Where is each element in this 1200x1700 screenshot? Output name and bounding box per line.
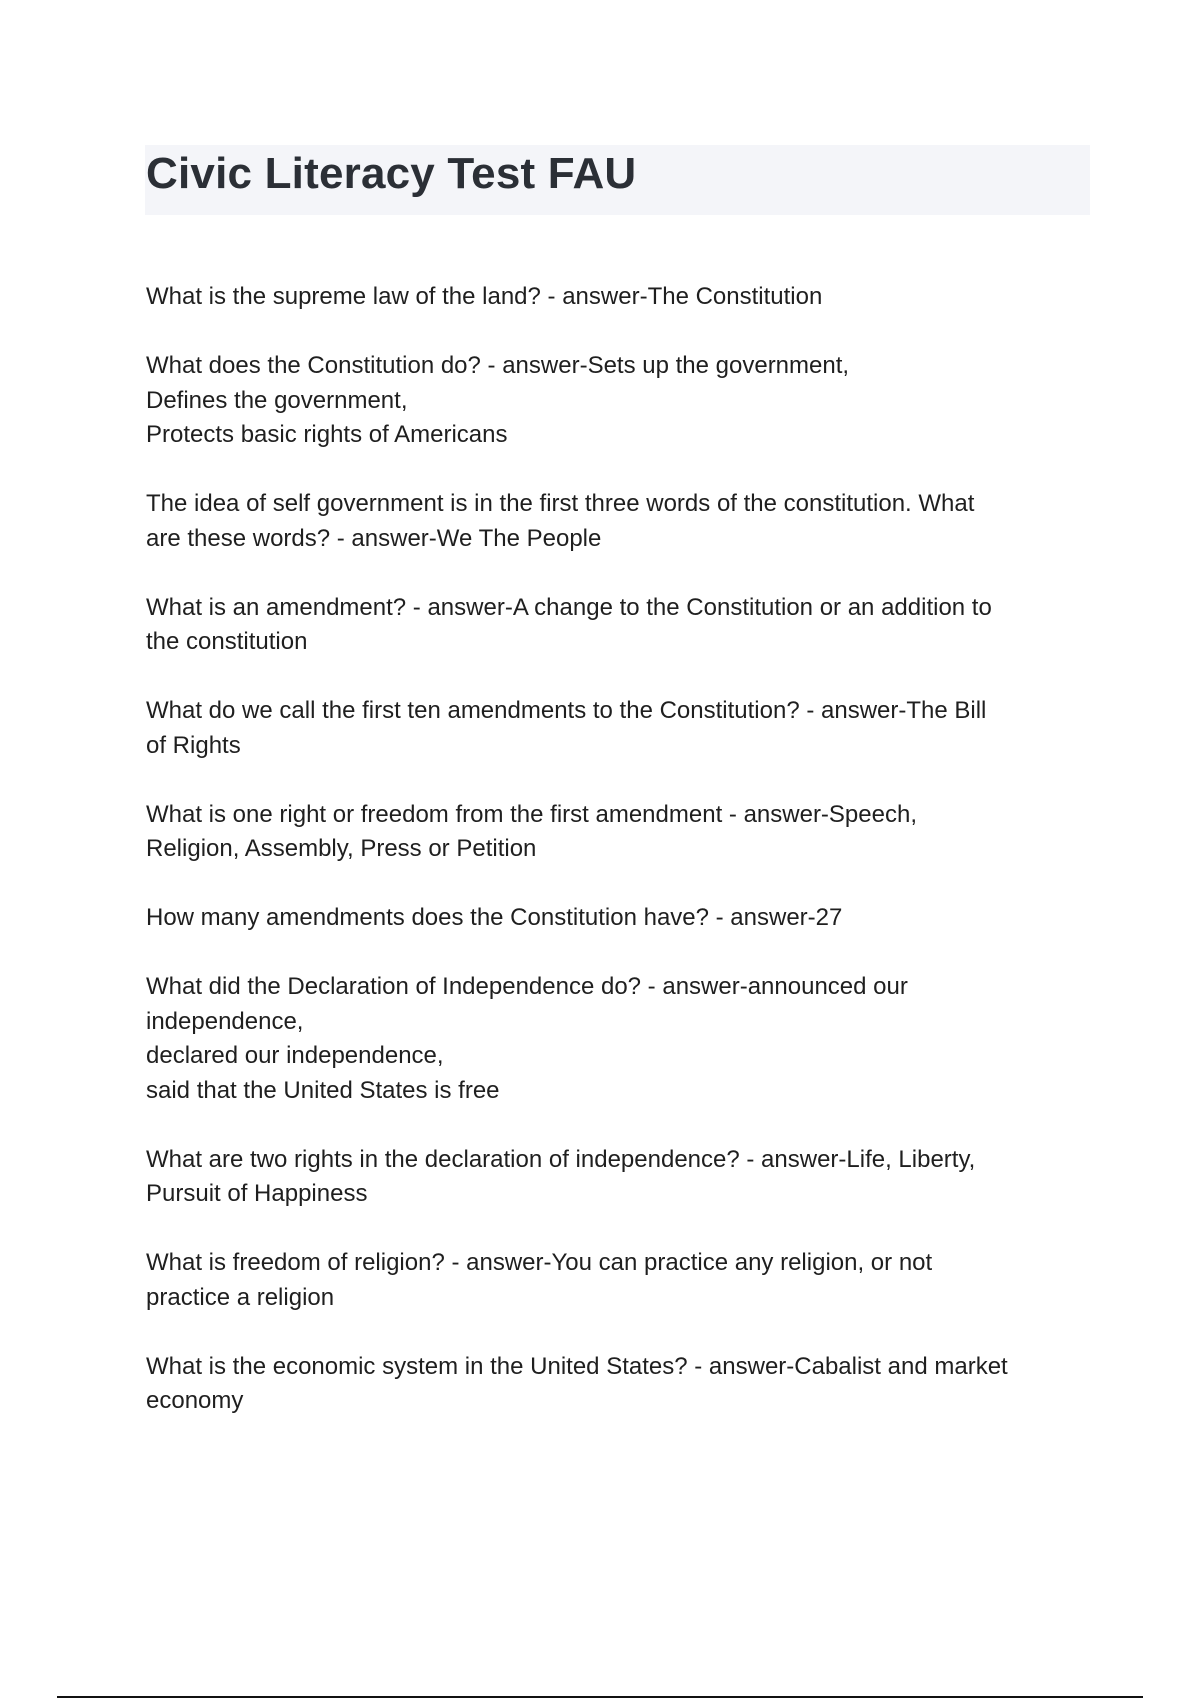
qa-line: What is the supreme law of the land? - answer-The Constitution (146, 283, 823, 310)
qa-line: independence, (146, 1007, 304, 1035)
qa-line: Religion, Assembly, Press or Petition (146, 835, 537, 862)
qa-line: What are two rights in the declaration of independence? - answer-Life, Liberty, (146, 1145, 976, 1173)
qa-item (146, 487, 1096, 556)
qa-line: practice a religion (146, 1283, 335, 1311)
qa-item (146, 798, 1096, 867)
qa-item (146, 591, 1096, 660)
qa-line: Pursuit of Happiness (146, 1180, 368, 1207)
qa-list (146, 280, 1096, 1453)
qa-line: How many amendments does the Constitution have? - answer-27 (146, 904, 843, 931)
qa-item (146, 280, 1096, 315)
qa-item (146, 1143, 1096, 1212)
qa-line: What did the Declaration of Independence do? - answer-announced our (146, 973, 908, 1000)
qa-line: What is freedom of religion? - answer-You can practice any religion, or not (146, 1249, 933, 1276)
qa-line: are these words? - answer-We The People (146, 524, 602, 552)
qa-item (146, 970, 1096, 1108)
qa-line: declared our independence, (146, 1042, 444, 1069)
qa-line: economy (146, 1387, 244, 1414)
qa-line: Protects basic rights of Americans (146, 421, 508, 448)
qa-item (146, 694, 1096, 763)
qa-line: the constitution (146, 628, 308, 655)
qa-line: What do we call the first ten amendments to the Constitution? - answer-The Bill (146, 697, 987, 724)
qa-item (146, 349, 1096, 453)
qa-item (146, 901, 1096, 936)
footer-divider (57, 1696, 1143, 1698)
qa-line: The idea of self government is in the first three words of the constitution. What (146, 490, 975, 517)
qa-line: What is an amendment? - answer-A change to the Constitution or an addition to (146, 593, 992, 621)
qa-line: of Rights (146, 731, 241, 759)
qa-line: Defines the government, (146, 386, 408, 414)
qa-line: What is one right or freedom from the first amendment - answer-Speech, (146, 800, 917, 828)
qa-item (146, 1246, 1096, 1315)
qa-item (146, 1350, 1096, 1419)
qa-line: What is the economic system in the United States? - answer-Cabalist and market (146, 1352, 1008, 1380)
qa-line: said that the United States is free (146, 1076, 500, 1104)
document-title: Civic Literacy Test FAU (146, 149, 637, 198)
qa-line: What does the Constitution do? - answer-Sets up the government, (146, 352, 850, 379)
